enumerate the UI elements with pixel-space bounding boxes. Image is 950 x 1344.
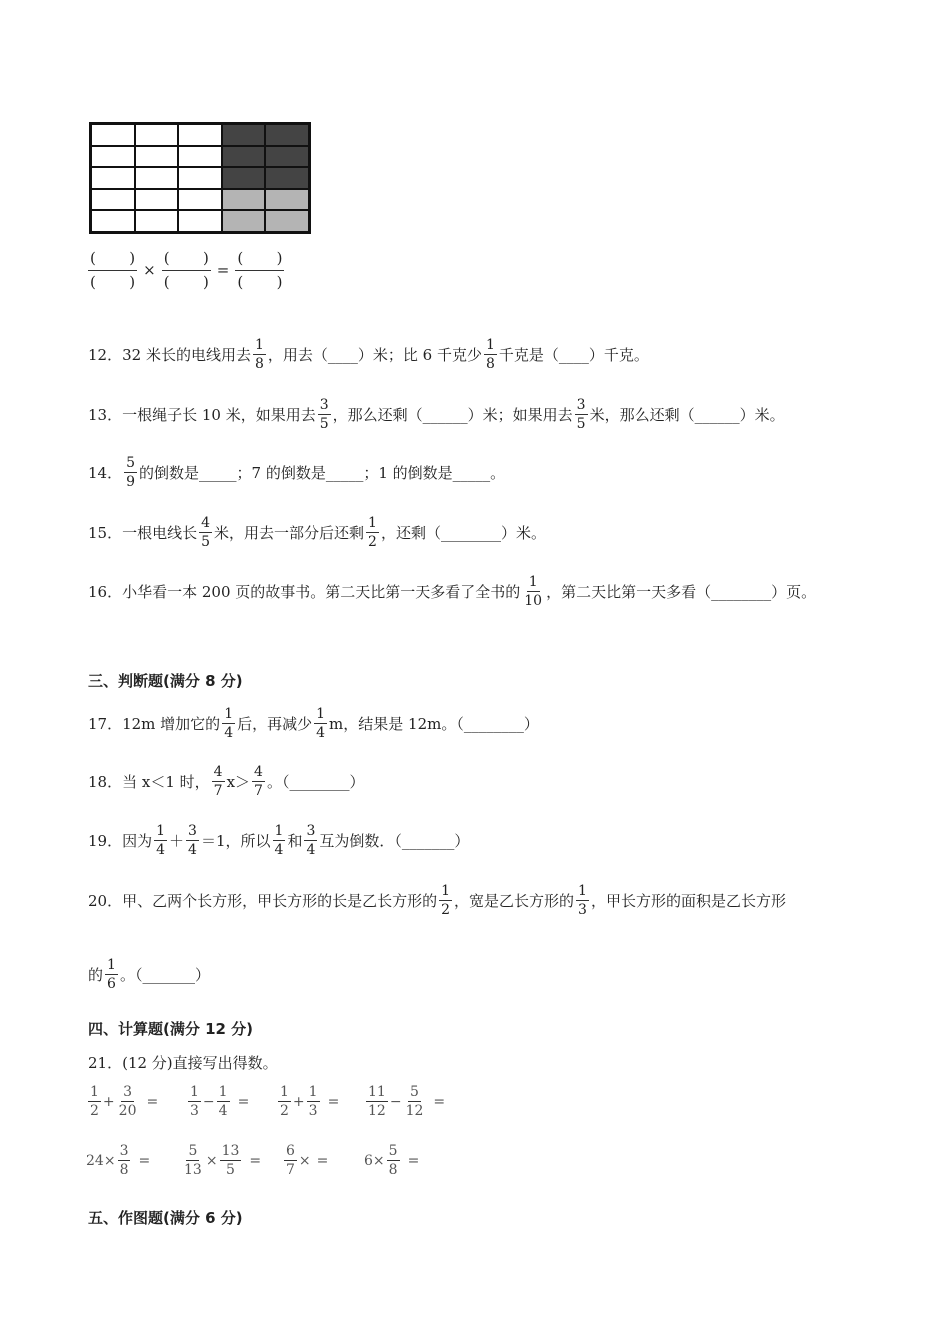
equals-sign: = — [316, 1152, 329, 1169]
calc-item — [276, 1085, 339, 1118]
fraction: $\frac{1}{8}$ — [485, 337, 495, 372]
question-text: 互为倒数．（_______） — [319, 832, 470, 850]
operator: + — [292, 1093, 305, 1110]
equals-sign: = — [237, 1093, 250, 1110]
blank-fraction-1: $\frac{( )}{( )}$ — [90, 249, 136, 291]
fraction: $\frac{1}{4}$ — [156, 823, 166, 858]
equals-sign: = — [146, 1093, 159, 1110]
question-20-continued — [88, 958, 210, 991]
grid-cell-white — [90, 166, 136, 190]
fraction: $\frac{1}{6}$ — [107, 957, 116, 992]
grid-cell-dark — [264, 145, 310, 169]
fraction: $\frac{1}{3}$ — [578, 883, 587, 918]
question-text: ＝1，所以 — [200, 832, 271, 850]
section-5-heading: 五、作图题(满分 6 分) — [88, 1209, 243, 1227]
operand: 6 — [364, 1152, 373, 1169]
fraction: $\frac{5}{9}$ — [126, 455, 136, 490]
fraction: $\frac{1}{10}$ — [524, 574, 543, 609]
grid-cell-dark — [221, 145, 267, 169]
grid-cell-dark — [221, 123, 267, 147]
question-15 — [88, 516, 546, 549]
operator: × — [205, 1152, 218, 1169]
fraction: $\frac{3}{5}$ — [576, 397, 586, 432]
question-text: 一根绳子长 10 米，如果用去 — [122, 406, 316, 424]
question-21 — [88, 1052, 278, 1073]
fraction: $\frac{1}{2}$ — [441, 883, 451, 918]
fraction: $\frac{4}{7}$ — [213, 764, 223, 799]
fraction: $\frac{1}{4}$ — [316, 706, 326, 741]
question-number: 16． — [88, 583, 123, 601]
equals-sign: = — [216, 261, 230, 279]
grid-cell-white — [134, 188, 180, 212]
question-text: ，还剩（________）米。 — [380, 524, 546, 542]
fraction: $\frac{4}{5}$ — [201, 515, 211, 550]
question-number: 17． — [88, 715, 123, 733]
question-text: 。（_______） — [119, 966, 210, 984]
operator: × — [372, 1152, 385, 1169]
question-20 — [88, 884, 786, 917]
question-text: 当 x＜1 时， — [122, 773, 210, 791]
question-text: 32 米长的电线用去 — [122, 346, 251, 364]
question-number: 21． — [88, 1054, 123, 1072]
equals-sign: = — [138, 1152, 151, 1169]
calc-item — [180, 1144, 261, 1177]
fraction: $\frac{3}{8}$ — [119, 1143, 129, 1178]
question-text: 后，再减少 — [237, 715, 313, 733]
question-13 — [88, 398, 785, 431]
grid-cell-dark — [264, 166, 310, 190]
fraction: $\frac{5}{12}$ — [405, 1084, 424, 1119]
grid-cell-white — [177, 123, 223, 147]
grid-cell-white — [134, 145, 180, 169]
operator: × — [103, 1152, 116, 1169]
grid-cell-white — [90, 123, 136, 147]
question-number: 14． — [88, 464, 123, 482]
question-text: ＋ — [169, 832, 185, 850]
question-number: 12． — [88, 346, 123, 364]
question-12 — [88, 338, 649, 371]
question-text: 千克是（____）千克。 — [498, 346, 649, 364]
question-text: 因为 — [122, 832, 153, 850]
fraction: $\frac{3}{4}$ — [188, 823, 197, 858]
question-text: ，第二天比第一天多看（________）页。 — [546, 583, 817, 601]
equals-sign: = — [249, 1152, 262, 1169]
question-text: 甲、乙两个长方形，甲长方形的长是乙长方形的 — [122, 892, 438, 910]
question-number: 19． — [88, 832, 123, 850]
fraction: $\frac{11}{12}$ — [368, 1084, 386, 1119]
question-number: 20． — [88, 892, 123, 910]
grid-cell-light — [221, 209, 267, 233]
fraction: $\frac{3}{4}$ — [306, 823, 316, 858]
question-text: m，结果是 12m。（________） — [329, 715, 539, 733]
equals-sign: = — [327, 1093, 340, 1110]
question-text: 的倒数是_____；7 的倒数是_____；1 的倒数是_____。 — [139, 464, 506, 482]
grid-cell-white — [90, 145, 136, 169]
fraction: $\frac{1}{2}$ — [368, 515, 377, 550]
calc-item — [186, 1085, 249, 1118]
grid-cell-light — [264, 209, 310, 233]
question-text: ，宽是乙长方形的 — [454, 892, 575, 910]
grid-cell-white — [177, 145, 223, 169]
question-number: 18． — [88, 773, 123, 791]
grid-cell-white — [134, 166, 180, 190]
fraction: $\frac{5}{13}$ — [184, 1143, 202, 1178]
fraction-grid — [89, 122, 311, 234]
operand: 24 — [86, 1152, 104, 1169]
grid-cell-dark — [264, 123, 310, 147]
question-text: ，用去（____）米；比 6 千克少 — [267, 346, 482, 364]
equals-sign: = — [407, 1152, 420, 1169]
calc-row-2 — [86, 1144, 486, 1184]
grid-cell-white — [177, 209, 223, 233]
fraction: $\frac{6}{7}$ — [286, 1143, 295, 1178]
fraction: $\frac{13}{5}$ — [221, 1143, 240, 1178]
question-text: 。（________） — [266, 773, 365, 791]
grid-cell-light — [221, 188, 267, 212]
question-text: 一根电线长 — [122, 524, 198, 542]
question-text: 和 — [287, 832, 303, 850]
calc-item — [86, 1085, 158, 1118]
fraction: $\frac{1}{4}$ — [274, 823, 284, 858]
question-text: x＞ — [226, 773, 251, 791]
question-text: 的 — [88, 966, 104, 984]
fraction: $\frac{1}{3}$ — [308, 1084, 318, 1119]
question-text: ，甲长方形的面积是乙长方形 — [590, 892, 786, 910]
equals-sign: = — [433, 1093, 446, 1110]
question-18 — [88, 765, 364, 798]
calc-item — [86, 1144, 150, 1177]
question-14 — [88, 456, 505, 489]
question-17 — [88, 707, 539, 740]
grid-cell-white — [177, 166, 223, 190]
calc-item — [364, 1085, 445, 1118]
times-sign: × — [143, 261, 156, 279]
question-19 — [88, 824, 469, 857]
grid-cell-white — [177, 188, 223, 212]
fraction: $\frac{1}{2}$ — [280, 1084, 289, 1119]
fraction: $\frac{1}{8}$ — [254, 337, 264, 372]
section-3-heading: 三、判断题(满分 8 分) — [88, 672, 243, 690]
operator: × — [298, 1152, 311, 1169]
operator: − — [202, 1093, 215, 1110]
blank-fraction-equation — [88, 250, 284, 290]
section-4-heading: 四、计算题(满分 12 分) — [88, 1020, 254, 1038]
fraction: $\frac{3}{5}$ — [319, 397, 329, 432]
fraction: $\frac{1}{4}$ — [218, 1084, 228, 1119]
fraction: $\frac{5}{8}$ — [388, 1143, 398, 1178]
question-text: 米，那么还剩（______）米。 — [589, 406, 785, 424]
question-number: 15． — [88, 524, 123, 542]
fraction: $\frac{4}{7}$ — [254, 764, 263, 799]
operator: + — [102, 1093, 115, 1110]
question-text: 12m 增加它的 — [122, 715, 221, 733]
question-text: 米，用去一部分后还剩 — [214, 524, 365, 542]
question-16 — [88, 575, 816, 608]
grid-cell-white — [90, 188, 136, 212]
grid-cell-light — [264, 188, 310, 212]
grid-cell-white — [134, 209, 180, 233]
question-text: (12 分)直接写出得数。 — [122, 1054, 278, 1072]
grid-cell-white — [134, 123, 180, 147]
fraction: $\frac{3}{20}$ — [118, 1084, 137, 1119]
question-text: 小华看一本 200 页的故事书。第二天比第一天多看了全书的 — [122, 583, 521, 601]
calc-row-1 — [86, 1085, 486, 1125]
calc-item — [282, 1144, 328, 1177]
blank-fraction-3: $\frac{( )}{( )}$ — [237, 249, 283, 291]
grid-cell-dark — [221, 166, 267, 190]
fraction: $\frac{1}{2}$ — [90, 1084, 99, 1119]
operator: − — [389, 1093, 402, 1110]
question-number: 13． — [88, 406, 123, 424]
question-text: ，那么还剩（______）米；如果用去 — [332, 406, 573, 424]
blank-fraction-2: $\frac{( )}{( )}$ — [163, 249, 209, 291]
fraction: $\frac{1}{3}$ — [190, 1084, 199, 1119]
fraction: $\frac{1}{4}$ — [224, 706, 234, 741]
calc-item — [364, 1144, 419, 1177]
grid-cell-white — [90, 209, 136, 233]
